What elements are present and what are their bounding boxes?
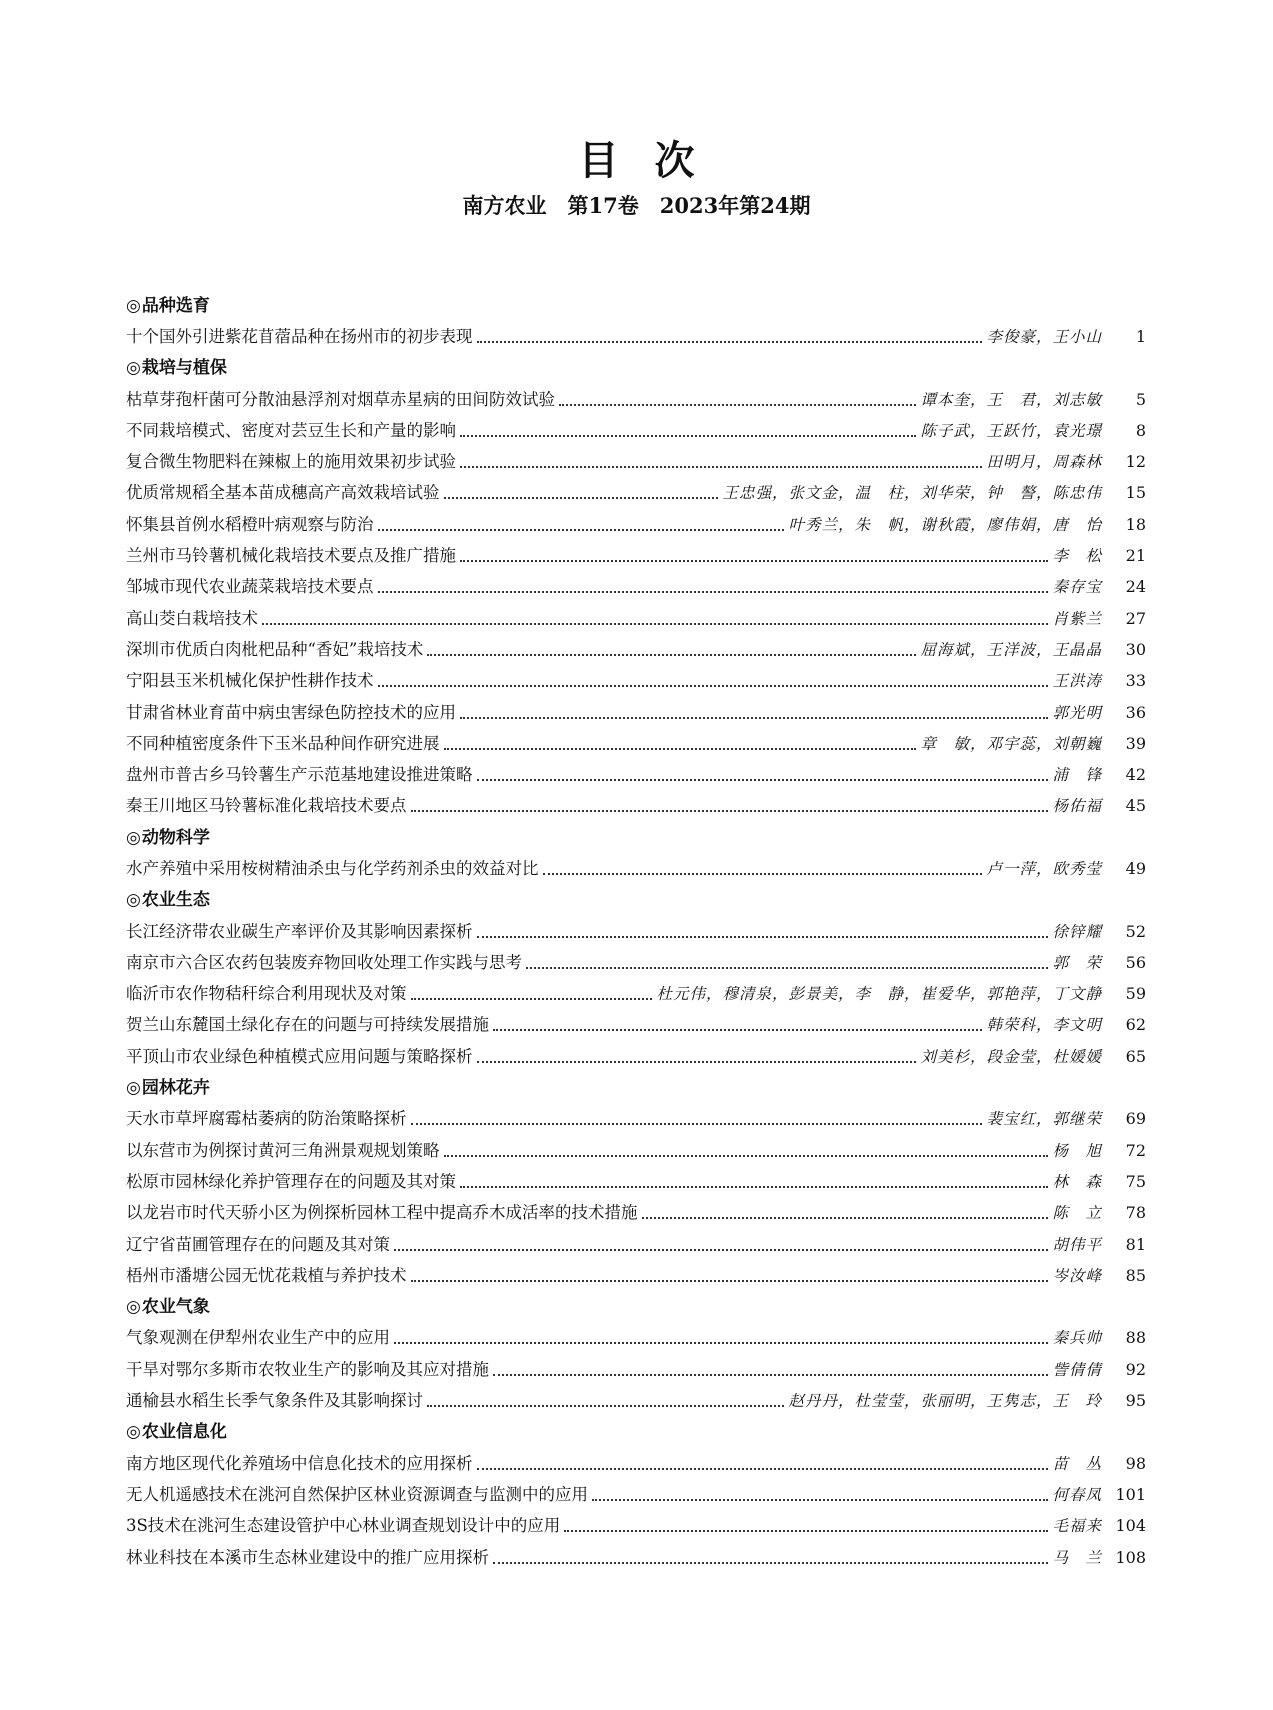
dot-leader bbox=[460, 717, 1048, 719]
article-authors: 林 森 bbox=[1052, 1172, 1102, 1191]
article-title: 气象观测在伊犁州农业生产中的应用 bbox=[126, 1328, 390, 1348]
article-authors: 田明月，周森林 bbox=[986, 453, 1102, 472]
section-heading bbox=[126, 1292, 1146, 1323]
article-title: 天水市草坪腐霉枯萎病的防治策略探析 bbox=[126, 1109, 407, 1129]
article-title: 干旱对鄂尔多斯市农牧业生产的影响及其应对措施 bbox=[126, 1359, 489, 1379]
toc-entry[interactable] bbox=[126, 728, 1146, 759]
dot-leader bbox=[493, 1374, 1048, 1376]
article-authors: 陈 立 bbox=[1052, 1204, 1102, 1223]
page-number: 78 bbox=[1125, 1203, 1146, 1223]
section-name: 园林花卉 bbox=[141, 1078, 210, 1099]
page-number: 15 bbox=[1125, 483, 1146, 503]
toc-entry[interactable] bbox=[126, 791, 1146, 822]
toc-entry[interactable] bbox=[126, 1323, 1146, 1354]
page-number: 18 bbox=[1125, 514, 1146, 534]
article-title: 复合微生物肥料在辣椒上的施用效果初步试验 bbox=[126, 452, 456, 472]
dot-leader bbox=[477, 1061, 917, 1063]
section-heading bbox=[126, 353, 1146, 384]
article-authors: 訾倩倩 bbox=[1052, 1360, 1102, 1379]
dot-leader bbox=[444, 1155, 1049, 1157]
article-title: 辽宁省苗圃管理存在的问题及其对策 bbox=[126, 1234, 390, 1254]
dot-leader bbox=[394, 1342, 1048, 1344]
article-authors: 叶秀兰，朱 帆，谢秋霞，廖伟娟，唐 怡 bbox=[788, 515, 1102, 534]
article-authors: 毛福来 bbox=[1052, 1517, 1102, 1536]
page-number: 65 bbox=[1125, 1046, 1146, 1066]
toc-entry[interactable] bbox=[126, 1229, 1146, 1260]
article-authors: 赵丹丹，杜莹莹，张丽明，王隽志，王 玲 bbox=[788, 1392, 1102, 1411]
page-number: 85 bbox=[1125, 1265, 1146, 1285]
toc-entry[interactable] bbox=[126, 478, 1146, 509]
toc-entry[interactable] bbox=[126, 666, 1146, 697]
toc-entry[interactable] bbox=[126, 1479, 1146, 1510]
toc-entry[interactable] bbox=[126, 853, 1146, 884]
article-authors: 王忠强，张文金，温 柱，刘华荣，钟 謷，陈忠伟 bbox=[722, 484, 1102, 503]
article-authors: 马 兰 bbox=[1052, 1548, 1102, 1567]
article-title: 南京市六合区农药包装废弃物回收处理工作实践与思考 bbox=[126, 952, 522, 972]
article-authors: 屈海斌，王洋波，王晶晶 bbox=[920, 640, 1102, 659]
toc-entry[interactable] bbox=[126, 947, 1146, 978]
section-marker: ◎ bbox=[126, 358, 141, 379]
article-authors: 裴宝红，郭继荣 bbox=[986, 1110, 1102, 1129]
toc-entry[interactable] bbox=[126, 1385, 1146, 1416]
article-authors: 何春凤 bbox=[1052, 1485, 1102, 1504]
section-marker: ◎ bbox=[126, 890, 141, 911]
article-title: 贺兰山东麓国土绿化存在的问题与可持续发展措施 bbox=[126, 1015, 489, 1035]
section-heading bbox=[126, 822, 1146, 853]
dot-leader bbox=[460, 1186, 1048, 1188]
article-title: 松原市园林绿化养护管理存在的问题及其对策 bbox=[126, 1171, 456, 1191]
section-name: 品种选育 bbox=[141, 295, 210, 316]
article-authors: 卢一萍，欧秀莹 bbox=[986, 859, 1102, 878]
article-authors: 徐锌耀 bbox=[1052, 922, 1102, 941]
article-title: 梧州市潘塘公园无忧花栽植与养护技术 bbox=[126, 1265, 407, 1285]
article-title: 临沂市农作物秸秆综合利用现状及对策 bbox=[126, 984, 407, 1004]
article-title: 3S技术在洮河生态建设管护中心林业调查规划设计中的应用 bbox=[126, 1516, 561, 1536]
page-number: 24 bbox=[1125, 577, 1146, 597]
article-authors: 王洪涛 bbox=[1052, 672, 1102, 691]
page-number: 33 bbox=[1125, 671, 1146, 691]
page-number: 49 bbox=[1125, 858, 1146, 878]
dot-leader bbox=[262, 623, 1048, 625]
article-title: 秦王川地区马铃薯标准化栽培技术要点 bbox=[126, 796, 407, 816]
article-title: 优质常规稻全基本苗成穗高产高效栽培试验 bbox=[126, 483, 440, 503]
article-title: 无人机遥感技术在洮河自然保护区林业资源调查与监测中的应用 bbox=[126, 1484, 588, 1504]
section-name: 农业信息化 bbox=[141, 1422, 227, 1443]
dot-leader bbox=[477, 779, 1049, 781]
article-authors: 郭光明 bbox=[1052, 703, 1102, 722]
toc-entry[interactable] bbox=[126, 1166, 1146, 1197]
toc-entry[interactable] bbox=[126, 1511, 1146, 1542]
page-number: 42 bbox=[1125, 765, 1146, 785]
article-authors: 陈子武，王跃竹，袁光璟 bbox=[920, 421, 1102, 440]
dot-leader bbox=[444, 748, 917, 750]
article-authors: 韩荣科，李文明 bbox=[986, 1016, 1102, 1035]
page-number: 45 bbox=[1125, 796, 1146, 816]
toc-entry[interactable] bbox=[126, 634, 1146, 665]
page-number: 8 bbox=[1135, 420, 1146, 440]
section-marker: ◎ bbox=[126, 1297, 141, 1318]
section-name: 农业生态 bbox=[141, 890, 210, 911]
article-authors: 杨 旭 bbox=[1052, 1141, 1102, 1160]
article-authors: 秦存宝 bbox=[1052, 578, 1102, 597]
article-title: 十个国外引进紫花苜蓿品种在扬州市的初步表现 bbox=[126, 326, 473, 346]
page-number: 69 bbox=[1125, 1109, 1146, 1129]
article-title: 兰州市马铃薯机械化栽培技术要点及推广措施 bbox=[126, 546, 456, 566]
page-number: 92 bbox=[1125, 1359, 1146, 1379]
toc-entry[interactable] bbox=[126, 759, 1146, 790]
toc-entry[interactable] bbox=[126, 1041, 1146, 1072]
toc-entry[interactable] bbox=[126, 1354, 1146, 1385]
page-number: 5 bbox=[1135, 389, 1146, 409]
toc-entry[interactable] bbox=[126, 321, 1146, 352]
dot-leader bbox=[378, 529, 785, 531]
page-number: 62 bbox=[1125, 1015, 1146, 1035]
dot-leader bbox=[411, 998, 653, 1000]
dot-leader bbox=[477, 1468, 1049, 1470]
article-authors: 岑汝峰 bbox=[1052, 1266, 1102, 1285]
dot-leader bbox=[493, 1029, 982, 1031]
toc-entry[interactable] bbox=[126, 697, 1146, 728]
toc-entry[interactable] bbox=[126, 446, 1146, 477]
article-title: 深圳市优质白肉枇杷品种“香妃”栽培技术 bbox=[126, 639, 424, 659]
article-authors: 胡伟平 bbox=[1052, 1235, 1102, 1254]
dot-leader bbox=[411, 1280, 1049, 1282]
section-marker: ◎ bbox=[126, 827, 141, 848]
dot-leader bbox=[477, 936, 1049, 938]
article-authors: 李 松 bbox=[1052, 547, 1102, 566]
page-number: 75 bbox=[1125, 1171, 1146, 1191]
toc-entry[interactable] bbox=[126, 540, 1146, 571]
article-authors: 秦兵帅 bbox=[1052, 1329, 1102, 1348]
article-authors: 杜元伟，穆清泉，彭景美，李 静，崔爱华，郭艳萍，丁文静 bbox=[656, 985, 1102, 1004]
section-heading bbox=[126, 1417, 1146, 1448]
page-number: 12 bbox=[1125, 452, 1146, 472]
dot-leader bbox=[559, 404, 916, 406]
toc-entry[interactable] bbox=[126, 572, 1146, 603]
toc-entry[interactable] bbox=[126, 1260, 1146, 1291]
article-title: 甘肃省林业育苗中病虫害绿色防控技术的应用 bbox=[126, 702, 456, 722]
page-number: 88 bbox=[1125, 1328, 1146, 1348]
toc-entry[interactable] bbox=[126, 1198, 1146, 1229]
section-marker: ◎ bbox=[126, 1422, 141, 1443]
article-authors: 杨佑福 bbox=[1052, 797, 1102, 816]
article-authors: 李俊豪，王小山 bbox=[986, 327, 1102, 346]
section-name: 动物科学 bbox=[141, 827, 210, 848]
dot-leader bbox=[543, 873, 983, 875]
toc-entry[interactable] bbox=[126, 979, 1146, 1010]
page-number: 30 bbox=[1125, 639, 1146, 659]
page-number: 39 bbox=[1125, 733, 1146, 753]
article-title: 高山茭白栽培技术 bbox=[126, 608, 258, 628]
article-title: 林业科技在本溪市生态林业建设中的推广应用探析 bbox=[126, 1547, 489, 1567]
section-name: 栽培与植保 bbox=[141, 358, 227, 379]
article-title: 怀集县首例水稻橙叶病观察与防治 bbox=[126, 514, 374, 534]
article-title: 邹城市现代农业蔬菜栽培技术要点 bbox=[126, 577, 374, 597]
article-title: 平顶山市农业绿色种植模式应用问题与策略探析 bbox=[126, 1046, 473, 1066]
page-number: 104 bbox=[1115, 1516, 1146, 1536]
dot-leader bbox=[378, 685, 1049, 687]
dot-leader bbox=[394, 1249, 1048, 1251]
page-number: 108 bbox=[1115, 1547, 1146, 1567]
article-title: 盘州市普古乡马铃薯生产示范基地建设推进策略 bbox=[126, 765, 473, 785]
dot-leader bbox=[526, 967, 1048, 969]
dot-leader bbox=[460, 435, 916, 437]
toc-entry[interactable] bbox=[126, 916, 1146, 947]
page-number: 52 bbox=[1125, 921, 1146, 941]
dot-leader bbox=[427, 1405, 784, 1407]
article-title: 不同栽培模式、密度对芸豆生长和产量的影响 bbox=[126, 420, 456, 440]
article-authors: 郭 荣 bbox=[1052, 953, 1102, 972]
page-number: 98 bbox=[1125, 1453, 1146, 1473]
article-title: 宁阳县玉米机械化保护性耕作技术 bbox=[126, 671, 374, 691]
dot-leader bbox=[564, 1530, 1048, 1532]
toc-entry[interactable] bbox=[126, 509, 1146, 540]
dot-leader bbox=[592, 1499, 1048, 1501]
article-title: 不同种植密度条件下玉米品种间作研究进展 bbox=[126, 733, 440, 753]
dot-leader bbox=[444, 497, 719, 499]
article-title: 枯草芽孢杆菌可分散油悬浮剂对烟草赤星病的田间防效试验 bbox=[126, 389, 555, 409]
page-number: 81 bbox=[1125, 1234, 1146, 1254]
toc-entry[interactable] bbox=[126, 1135, 1146, 1166]
table-of-contents bbox=[126, 290, 1146, 1573]
toc-entry[interactable] bbox=[126, 603, 1146, 634]
article-title: 通榆县水稻生长季气象条件及其影响探讨 bbox=[126, 1391, 423, 1411]
article-authors: 肖紫兰 bbox=[1052, 609, 1102, 628]
page-number: 56 bbox=[1125, 952, 1146, 972]
page-number: 21 bbox=[1125, 546, 1146, 566]
page-number: 27 bbox=[1125, 608, 1146, 628]
dot-leader bbox=[493, 1562, 1048, 1564]
page-number: 59 bbox=[1125, 984, 1146, 1004]
dot-leader bbox=[411, 1123, 983, 1125]
page-number: 72 bbox=[1125, 1140, 1146, 1160]
article-title: 水产养殖中采用桉树精油杀虫与化学药剂杀虫的效益对比 bbox=[126, 858, 539, 878]
article-authors: 苗 丛 bbox=[1052, 1454, 1102, 1473]
toc-entry[interactable] bbox=[126, 415, 1146, 446]
dot-leader bbox=[427, 654, 916, 656]
toc-entry[interactable] bbox=[126, 1542, 1146, 1573]
page-number: 1 bbox=[1135, 326, 1146, 346]
dot-leader bbox=[460, 466, 982, 468]
page-number: 101 bbox=[1115, 1484, 1146, 1504]
article-authors: 浦 锋 bbox=[1052, 766, 1102, 785]
section-heading bbox=[126, 885, 1146, 916]
toc-entry[interactable] bbox=[126, 384, 1146, 415]
page-number: 36 bbox=[1125, 702, 1146, 722]
page-title: 目次 bbox=[578, 137, 731, 184]
dot-leader bbox=[411, 810, 1049, 812]
article-authors: 刘美杉，段金莹，杜媛媛 bbox=[920, 1047, 1102, 1066]
section-heading bbox=[126, 290, 1146, 321]
toc-entry[interactable] bbox=[126, 1010, 1146, 1041]
dot-leader bbox=[642, 1217, 1049, 1219]
toc-entry[interactable] bbox=[126, 1104, 1146, 1135]
article-authors: 谭本奎，王 君，刘志敏 bbox=[920, 390, 1102, 409]
section-marker: ◎ bbox=[126, 1078, 141, 1099]
article-title: 以东营市为例探讨黄河三角洲景观规划策略 bbox=[126, 1140, 440, 1160]
article-title: 以龙岩市时代天骄小区为例探析园林工程中提高乔木成活率的技术措施 bbox=[126, 1203, 638, 1223]
page-number: 95 bbox=[1125, 1391, 1146, 1411]
section-heading bbox=[126, 1072, 1146, 1103]
dot-leader bbox=[378, 591, 1049, 593]
article-title: 南方地区现代化养殖场中信息化技术的应用探析 bbox=[126, 1453, 473, 1473]
section-name: 农业气象 bbox=[141, 1297, 210, 1318]
article-authors: 章 敏，邓宇蕊，刘朝巍 bbox=[920, 734, 1102, 753]
dot-leader bbox=[460, 560, 1048, 562]
dot-leader bbox=[477, 341, 983, 343]
toc-entry[interactable] bbox=[126, 1448, 1146, 1479]
section-marker: ◎ bbox=[126, 295, 141, 316]
journal-issue-line: 南方农业 第17卷 2023年第24期 bbox=[462, 193, 811, 218]
article-title: 长江经济带农业碳生产率评价及其影响因素探析 bbox=[126, 921, 473, 941]
